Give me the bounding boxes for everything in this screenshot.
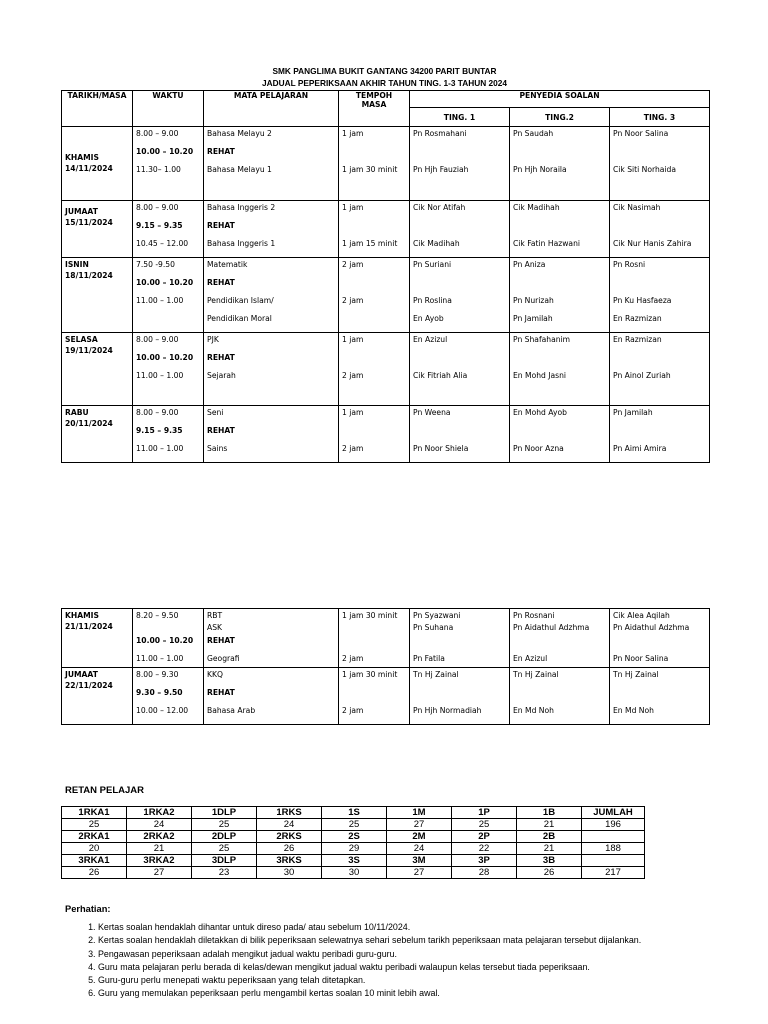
retan-cell: 217	[582, 867, 645, 879]
waktu-text: 9.30 – 9.50	[136, 688, 183, 697]
t2-text: Pn Saudah	[513, 129, 554, 138]
waktu-text: 11.00 – 1.00	[136, 371, 184, 380]
mata-text: Sains	[207, 444, 228, 453]
header-waktu: WAKTU	[133, 91, 204, 127]
schedule-row	[62, 609, 710, 668]
header-tempoh-masa: TEMPOH MASA	[339, 91, 410, 127]
t2-text: Tn Hj Zainal	[513, 670, 559, 679]
retan-cell: 1B	[517, 807, 582, 819]
date-label: 21/11/2024	[65, 622, 113, 631]
retan-cell: 1S	[322, 807, 387, 819]
t2-text: Pn Rosnani	[513, 611, 555, 620]
mata-text: Geografi	[207, 654, 240, 663]
day-label: RABU	[65, 408, 89, 417]
t3-text: Pn Rosni	[613, 260, 646, 269]
t3-text: Tn Hj Zainal	[613, 670, 659, 679]
retan-count-row	[62, 819, 645, 831]
retan-cell: 28	[452, 867, 517, 879]
t2-text: Cik Madihah	[513, 203, 560, 212]
t3-text: Pn Ku Hasfaeza	[613, 296, 672, 305]
waktu-text: 8.20 – 9.50	[136, 611, 179, 620]
t1-text: Pn Hjh Normadiah	[413, 706, 482, 715]
waktu-text: 11.00 – 1.00	[136, 654, 184, 663]
date-label: 18/11/2024	[65, 271, 113, 280]
waktu-text: 8.00 – 9.00	[136, 129, 179, 138]
mata-text: REHAT	[207, 636, 235, 645]
waktu-text: 10.00 – 10.20	[136, 636, 194, 645]
t2-text: Pn Aidathul Adzhma	[513, 623, 590, 632]
tempoh-text: 2 jam	[342, 654, 364, 663]
t3-text: Cik Alea Aqilah	[613, 611, 670, 620]
retan-cell: JUMLAH	[582, 807, 645, 819]
mata-text: Bahasa Inggeris 1	[207, 239, 276, 248]
tempoh-text: 2 jam	[342, 296, 364, 305]
schedule-row	[62, 668, 710, 725]
waktu-text: 8.00 – 9.00	[136, 408, 179, 417]
waktu-text: 8.00 – 9.30	[136, 670, 179, 679]
retan-cell: 21	[517, 843, 582, 855]
mata-text: ASK	[207, 623, 222, 632]
waktu-text: 10.00 – 10.20	[136, 353, 194, 362]
retan-cell: 196	[582, 819, 645, 831]
schedule-row	[62, 201, 710, 258]
t1-text: En Azizul	[413, 335, 448, 344]
t2-text: Pn Hjh Noraila	[513, 165, 567, 174]
retan-cell: 3B	[517, 855, 582, 867]
t1-text: En Ayob	[413, 314, 444, 323]
retan-cell: 24	[127, 819, 192, 831]
retan-class-row	[62, 831, 645, 843]
t2-text: En Mohd Ayob	[513, 408, 567, 417]
retan-cell: 25	[192, 843, 257, 855]
t1-text: Pn Syazwani	[413, 611, 461, 620]
retan-cell: 3DLP	[192, 855, 257, 867]
retan-title: RETAN PELAJAR	[65, 785, 144, 796]
waktu-text: 11.00 – 1.00	[136, 444, 184, 453]
day-label: JUMAAT	[65, 207, 98, 216]
schedule-row	[62, 406, 710, 463]
t1-text: Tn Hj Zainal	[413, 670, 459, 679]
date-label: 15/11/2024	[65, 218, 113, 227]
retan-count-row	[62, 867, 645, 879]
t1-text: Pn Rosmahani	[413, 129, 467, 138]
retan-cell: 25	[322, 819, 387, 831]
retan-cell: 2RKA1	[62, 831, 127, 843]
schedule-row	[62, 258, 710, 333]
waktu-text: 9.15 – 9.35	[136, 221, 183, 230]
mata-text: Bahasa Melayu 1	[207, 165, 272, 174]
t3-text: En Md Noh	[613, 706, 654, 715]
waktu-text: 10.00 – 12.00	[136, 706, 189, 715]
waktu-text: 10.00 – 10.20	[136, 278, 194, 287]
t1-text: Pn Fatila	[413, 654, 445, 663]
t3-text: Pn Aimi Amira	[613, 444, 667, 453]
exam-schedule-table-1	[61, 90, 710, 463]
t2-text: Pn Noor Azna	[513, 444, 564, 453]
t2-text: En Azizul	[513, 654, 548, 663]
perhatian-item: 2. Kertas soalan hendaklah diletakkan di bilik peperiksaan selewatnya sehari sebelum tarikh peperiksaan mata pelajaran tersebut dijalankan.	[98, 934, 698, 947]
schedule-title: JADUAL PEPERIKSAAN AKHIR TAHUN TING. 1-3 TAHUN 2024	[262, 78, 507, 88]
retan-cell: 1RKA1	[62, 807, 127, 819]
mata-text: REHAT	[207, 147, 235, 156]
retan-cell: 30	[322, 867, 387, 879]
t1-text: Pn Weena	[413, 408, 451, 417]
retan-cell: 21	[517, 819, 582, 831]
t1-text: Pn Suriani	[413, 260, 452, 269]
schedule-row	[62, 127, 710, 201]
tempoh-text: 1 jam	[342, 129, 364, 138]
retan-cell: 25	[192, 819, 257, 831]
tempoh-text: 2 jam	[342, 444, 364, 453]
perhatian-item: 6. Guru yang memulakan peperiksaan perlu mengambil kertas soalan 10 minit lebih awal.	[98, 987, 698, 1000]
t3-text: Pn Jamilah	[613, 408, 653, 417]
retan-class-row	[62, 855, 645, 867]
retan-cell	[582, 855, 645, 867]
tempoh-text: 1 jam	[342, 203, 364, 212]
date-label: 22/11/2024	[65, 681, 113, 690]
waktu-text: 11.30– 1.00	[136, 165, 181, 174]
schedule-row	[62, 333, 710, 406]
tempoh-text: 1 jam	[342, 408, 364, 417]
t2-text: Pn Shafahanim	[513, 335, 571, 344]
retan-class-row	[62, 807, 645, 819]
retan-cell: 30	[257, 867, 322, 879]
t1-text: Pn Suhana	[413, 623, 454, 632]
retan-cell: 21	[127, 843, 192, 855]
header-ting3: TING. 3	[610, 108, 710, 127]
school-title: SMK PANGLIMA BUKIT GANTANG 34200 PARIT BUNTAR	[272, 66, 497, 76]
perhatian-item: 4. Guru mata pelajaran perlu berada di kelas/dewan mengikut jadual waktu peribadi walaupun kelas tersebut tiada peperiksaan.	[98, 961, 698, 974]
waktu-text: 8.00 – 9.00	[136, 335, 179, 344]
t2-text: En Md Noh	[513, 706, 554, 715]
retan-cell: 25	[452, 819, 517, 831]
t1-text: Cik Fitriah Alia	[413, 371, 468, 380]
retan-cell: 3RKS	[257, 855, 322, 867]
mata-text: REHAT	[207, 688, 235, 697]
retan-cell: 2B	[517, 831, 582, 843]
t2-text: En Mohd Jasni	[513, 371, 567, 380]
retan-cell: 29	[322, 843, 387, 855]
mata-text: Matematik	[207, 260, 248, 269]
t1-text: Pn Hjh Fauziah	[413, 165, 469, 174]
retan-cell: 2RKA2	[127, 831, 192, 843]
retan-cell: 2P	[452, 831, 517, 843]
day-label: SELASA	[65, 335, 98, 344]
t3-text: Pn Noor Salina	[613, 654, 669, 663]
tempoh-text: 1 jam 30 minit	[342, 165, 398, 174]
t2-text: Pn Aniza	[513, 260, 546, 269]
tempoh-text: 2 jam	[342, 260, 364, 269]
t2-text: Cik Fatin Hazwani	[513, 239, 580, 248]
waktu-text: 9.15 – 9.35	[136, 426, 183, 435]
retan-cell: 2RKS	[257, 831, 322, 843]
waktu-text: 10.45 – 12.00	[136, 239, 189, 248]
tempoh-text: 1 jam 30 minit	[342, 670, 398, 679]
retan-cell	[582, 831, 645, 843]
waktu-text: 8.00 – 9.00	[136, 203, 179, 212]
mata-text: Pendidikan Moral	[207, 314, 272, 323]
t3-text: Cik Siti Norhaida	[613, 165, 677, 174]
retan-cell: 1RKA2	[127, 807, 192, 819]
perhatian-item: 3. Pengawasan peperiksaan adalah mengikut jadual waktu peribadi guru-guru.	[98, 948, 698, 961]
date-label: 20/11/2024	[65, 419, 113, 428]
mata-text: Seni	[207, 408, 224, 417]
mata-text: Bahasa Melayu 2	[207, 129, 272, 138]
t2-text: Pn Nurizah	[513, 296, 554, 305]
retan-table	[61, 806, 645, 879]
t1-text: Pn Noor Shiela	[413, 444, 469, 453]
retan-cell: 27	[127, 867, 192, 879]
retan-cell: 1DLP	[192, 807, 257, 819]
retan-cell: 27	[387, 867, 452, 879]
day-label: ISNIN	[65, 260, 89, 269]
retan-cell: 25	[62, 819, 127, 831]
t3-text: Pn Noor Salina	[613, 129, 669, 138]
retan-cell: 188	[582, 843, 645, 855]
t1-text: Cik Nor Atifah	[413, 203, 466, 212]
tempoh-text: 2 jam	[342, 371, 364, 380]
header-tarikh: TARIKH/MASA	[62, 91, 133, 127]
t3-text: En Razmizan	[613, 314, 662, 323]
perhatian-list	[80, 921, 698, 1001]
t3-text: Pn Aidathul Adzhma	[613, 623, 690, 632]
t3-text: Pn Ainol Zuriah	[613, 371, 671, 380]
retan-cell: 3S	[322, 855, 387, 867]
perhatian-title: Perhatian:	[65, 904, 111, 914]
date-label: 19/11/2024	[65, 346, 113, 355]
mata-text: REHAT	[207, 426, 235, 435]
t2-text: Pn Jamilah	[513, 314, 553, 323]
day-label: KHAMIS	[65, 153, 99, 162]
retan-cell: 1P	[452, 807, 517, 819]
t1-text: Pn Roslina	[413, 296, 452, 305]
retan-cell: 3M	[387, 855, 452, 867]
retan-cell: 26	[517, 867, 582, 879]
retan-cell: 2S	[322, 831, 387, 843]
mata-text: Bahasa Arab	[207, 706, 256, 715]
header-ting2: TING.2	[510, 108, 610, 127]
retan-cell: 20	[62, 843, 127, 855]
exam-schedule-table-2	[61, 608, 710, 725]
mata-text: Sejarah	[207, 371, 236, 380]
t3-text: Cik Nasimah	[613, 203, 661, 212]
day-label: KHAMIS	[65, 611, 99, 620]
header-mata-pelajaran: MATA PELAJARAN	[204, 91, 339, 127]
retan-cell: 2DLP	[192, 831, 257, 843]
header-ting1: TING. 1	[410, 108, 510, 127]
retan-cell: 23	[192, 867, 257, 879]
waktu-text: 11.00 – 1.00	[136, 296, 184, 305]
retan-cell: 26	[257, 843, 322, 855]
retan-cell: 22	[452, 843, 517, 855]
tempoh-text: 1 jam 30 minit	[342, 611, 398, 620]
retan-count-row	[62, 843, 645, 855]
perhatian-item: 1. Kertas soalan hendaklah dihantar untuk direso pada/ atau sebelum 10/11/2024.	[98, 921, 698, 934]
retan-cell: 3RKA2	[127, 855, 192, 867]
day-label: JUMAAT	[65, 670, 98, 679]
retan-cell: 2M	[387, 831, 452, 843]
mata-text: Bahasa Inggeris 2	[207, 203, 276, 212]
tempoh-text: 1 jam 15 minit	[342, 239, 398, 248]
mata-text: REHAT	[207, 278, 235, 287]
mata-text: REHAT	[207, 353, 235, 362]
retan-cell: 3P	[452, 855, 517, 867]
perhatian-item: 5. Guru-guru perlu menepati waktu peperiksaan yang telah ditetapkan.	[98, 974, 698, 987]
retan-cell: 27	[387, 819, 452, 831]
t1-text: Cik Madihah	[413, 239, 460, 248]
waktu-text: 7.50 -9.50	[136, 260, 175, 269]
mata-text: KKQ	[207, 670, 223, 679]
retan-cell: 24	[387, 843, 452, 855]
tempoh-text: 1 jam	[342, 335, 364, 344]
retan-cell: 1RKS	[257, 807, 322, 819]
tempoh-text: 2 jam	[342, 706, 364, 715]
header-penyedia-soalan: PENYEDIA SOALAN	[410, 91, 710, 108]
retan-cell: 26	[62, 867, 127, 879]
t3-text: Cik Nur Hanis Zahira	[613, 239, 692, 248]
mata-text: REHAT	[207, 221, 235, 230]
waktu-text: 10.00 – 10.20	[136, 147, 194, 156]
retan-cell: 24	[257, 819, 322, 831]
retan-cell: 1M	[387, 807, 452, 819]
mata-text: PJK	[207, 335, 219, 344]
mata-text: Pendidikan Islam/	[207, 296, 274, 305]
mata-text: RBT	[207, 611, 223, 620]
retan-cell: 3RKA1	[62, 855, 127, 867]
date-label: 14/11/2024	[65, 164, 113, 173]
t3-text: En Razmizan	[613, 335, 662, 344]
